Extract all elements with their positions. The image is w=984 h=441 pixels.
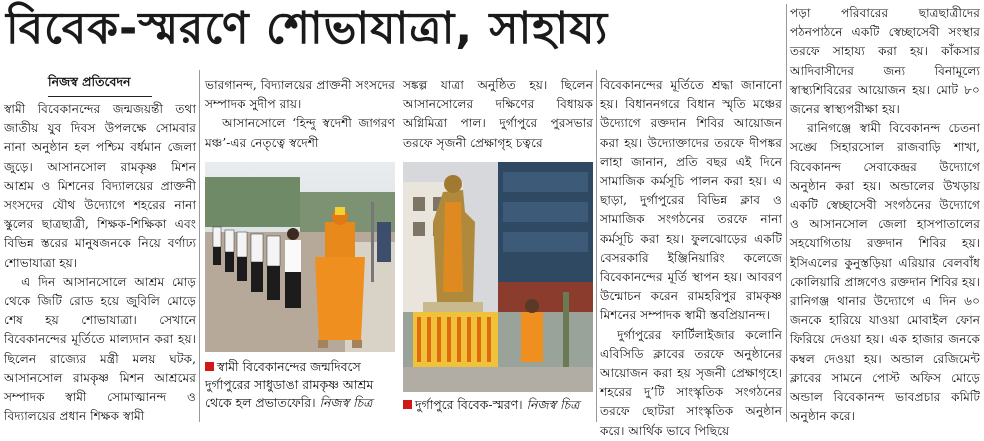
article-paragraph: পড়া পরিবারের ছাত্রছাত্রীদের পঠনপাঠনে একটি স্বেচ্ছাসেবী সংস্থার তরফে সাহায্য করা হয়। কাঁকসার আদিবাসীদের জন্য বিনামূল্যে স্বাস্থ্যশিবিরের আয়োজন হয়। মোট ৮০ জনের স্বাস্থ্যপরীক্ষা হয়। <box>790 6 980 117</box>
article-paragraph: এ দিন আসানসোলে আশ্রম মোড় থেকে জিটি রোড হয়ে জুবিলি মোড়ে শেষ হয় শোভাযাত্রা। সেখানে বিবেকানন্দের মূর্তিতে মাল্যদান করা হয়। ছিলেন রাজ্যের মন্ত্রী মলয় ঘটক, আসানসোল রামকৃষ্ণ মিশন আশ্রমের সম্পাদক স্বামী সোমাত্মানন্দ ও বিদ্যালয়ের প্রধান শিক্ষক স্বামী <box>4 274 196 424</box>
procession-photo-image <box>205 162 395 352</box>
caption-text: দুর্গাপুরে বিবেক-স্মরণ। <box>415 397 523 412</box>
column-divider <box>786 4 787 422</box>
photo-credit: নিজস্ব চিত্র <box>319 395 373 410</box>
article-paragraph: সঙ্কল্প যাত্রা অনুষ্ঠিত হয়। ছিলেন আসানসোলের দক্ষিণের বিধায়ক অগ্নিমিত্রা পাল। দুর্গাপুরে পুরসভার তরফে সৃজনী প্রেক্ষাগৃহ চত্বরে <box>403 78 593 150</box>
byline: নিজস্ব প্রতিবেদন <box>48 74 152 97</box>
photo-credit: নিজস্ব চিত্র <box>526 397 580 412</box>
column-divider <box>199 70 200 422</box>
procession-photo <box>205 162 395 352</box>
article-column-3 <box>403 76 593 158</box>
statue-photo-image <box>403 162 593 392</box>
article-paragraph: রানিগঞ্জে স্বামী বিবেকানন্দ চেতনা সঙ্ঘে সিহারসোল রাজবাড়ি শাখা, বিবেকানন্দ সেবাকেন্দ্রর উদ্যোগে অনুষ্ঠান করা হয়। অন্ডালের উখড়ায় একটি স্বেচ্ছাসেবী সংগঠনের উদ্যোগে ও আসানসোল জেলা হাসপাতালের সহযোগিতায় রক্তদান শিবির হয়। ইসিএলের কুনুস্তড়িয়া এরিয়ার বেলবাঁধ কোলিয়ারি প্রাঙ্গণেও রক্তদান শিবির হয়। রানিগঞ্জ থানার উদ্যোগে এ দিন ৬০ জনকে হারিয়ে যাওয়া মোবাইল ফোন ফিরিয়ে দেওয়া হয়। এক হাজার জনকে কম্বল দেওয়া হয়। অন্ডাল রেজিমেন্ট ক্লাবের সামনে পোস্ট অফিস মোড়ে অন্ডাল বিবেকানন্দ ভাবপ্রচার কমিটি অনুষ্ঠান করে। <box>790 121 980 424</box>
headline: বিবেক-স্মরণে শোভাযাত্রা, সাহায্য <box>6 3 609 54</box>
article-column-5 <box>790 4 980 424</box>
photo-caption-2 <box>403 396 595 414</box>
article-paragraph: ভারগানন্দ, বিদ্যালয়ের প্রাক্তনী সংসদের সম্পাদক সুদীপ রায়। <box>205 78 395 112</box>
caption-marker-icon <box>403 400 412 409</box>
photo-caption-1 <box>205 358 397 412</box>
column-divider <box>596 70 597 422</box>
article-paragraph: স্বামী বিবেকানন্দের জন্মজয়ন্তী তথা জাতীয় যুব দিবস উপলক্ষে সোমবার নানা অনুষ্ঠান হল পশ্চিম বর্ধমান জেলা জুড়ে। আসানসোল রামকৃষ্ণ মিশন আশ্রম ও মিশনের বিদ্যালয়ের প্রাক্তনী সংসদের যৌথ উদ্যোগে শহরের নানা স্কুলের ছাত্রছাত্রী, শিক্ষক-শিক্ষিকা এবং বিভিন্ন স্তরের মানুষজনকে নিয়ে বর্ণাঢ্য শোভাযাত্রা হয়। <box>4 102 196 270</box>
article-column-1 <box>4 100 196 425</box>
article-paragraph: আসানসোলে ‘হিন্দু স্বদেশী জাগরণ মঞ্চ’-এর নেতৃত্বে স্বদেশী <box>205 116 395 150</box>
caption-text: স্বামী বিবেকানন্দের জন্মদিবসে দুর্গাপুরের সাধুডাঙা রামকৃষ্ণ আশ্রম থেকে হল প্রভাতফেরি। <box>205 359 374 410</box>
caption-marker-icon <box>205 362 214 371</box>
article-paragraph: দুর্গাপুরের ফার্টিলাইজার কলোনি এবিসিডি ক্লাবের তরফে অনুষ্ঠানের আয়োজন করা হয় সৃজনী প্রেক্ষাগৃহে। শহরের দু’টি সাংস্কৃতিক সংগঠনের তরফে ছোটরা সাংস্কৃতিক অনুষ্ঠান করে। আর্থিক ভাবে পিছিয়ে <box>600 327 782 438</box>
article-paragraph: বিবেকানন্দের মূর্তিতে শ্রদ্ধা জানানো হয়। বিধাননগরে বিধান স্মৃতি মঞ্চের উদ্যোগে রক্তদান শিবির আয়োজন করা হয়। উদ্যোক্তাদের তরফে দীপঙ্কর লাহা জানান, প্রতি বছর এই দিনে সামাজিক কর্মসূচি পালন করা হয়। এ ছাড়া, দুর্গাপুরের বিভিন্ন ক্লাব ও সামাজিক সংগঠনের তরফে নানা কর্মসূচি করা হয়। ফুলঝোড়ের একটি বেসরকারি ইঞ্জিনিয়ারিং কলেজে বিবেকানন্দের মূর্তি স্থাপন হয়। আবরণ উন্মোচন করেন রামহরিপুর রামকৃষ্ণ মিশনের সম্পাদক স্বামী স্তবপ্রিয়ানন্দ। <box>600 78 782 323</box>
article-column-4 <box>600 76 782 438</box>
article-column-2 <box>205 76 395 158</box>
statue-photo <box>403 162 593 392</box>
